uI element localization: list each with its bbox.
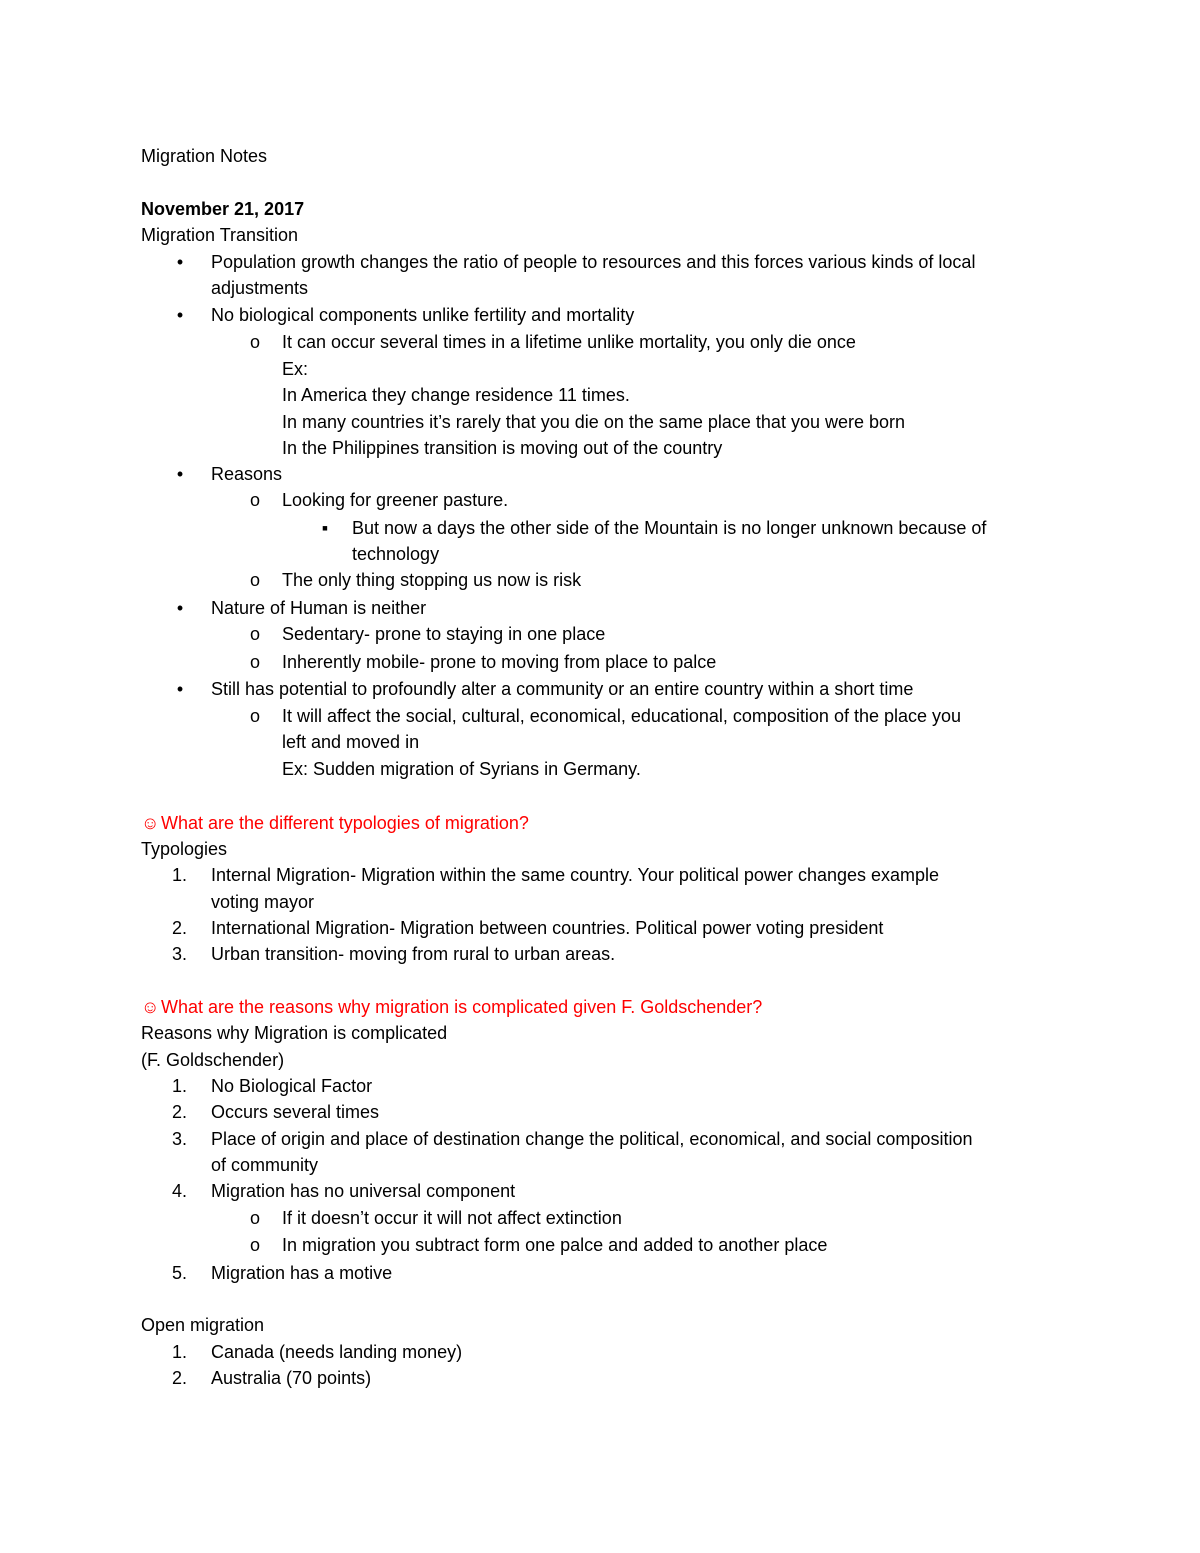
item-text: Migration has a motive	[211, 1263, 393, 1283]
example-line: In America they change residence 11 times.	[282, 385, 630, 405]
bullet-text-continued: adjustments	[211, 278, 309, 298]
section-heading-reasons: Reasons why Migration is complicated	[141, 1023, 448, 1043]
section-heading-open-migration: Open migration	[141, 1315, 265, 1335]
smiley-icon: ☺	[141, 813, 160, 833]
item-number: 1.	[172, 865, 188, 885]
sub-bullet-text: In migration you subtract form one palce and added to another place	[282, 1235, 828, 1255]
item-text: Place of origin and place of destination change the political, economical, and social composition	[211, 1129, 973, 1149]
tertiary-bullet-text-continued: technology	[352, 544, 440, 564]
section-heading-typologies: Typologies	[141, 839, 228, 859]
sub-bullet-icon: o	[249, 1208, 260, 1228]
sub-bullet-text: If it doesn’t occur it will not affect extinction	[282, 1208, 622, 1228]
item-number: 3.	[172, 1129, 188, 1149]
example-line: Ex: Sudden migration of Syrians in Germany.	[282, 759, 641, 779]
bullet-icon: •	[176, 252, 184, 272]
sub-bullet-text: Inherently mobile- prone to moving from place to palce	[282, 652, 717, 672]
example-line: In many countries it’s rarely that you die on the same place that you were born	[282, 412, 906, 432]
sub-bullet-text: The only thing stopping us now is risk	[282, 570, 582, 590]
square-bullet-icon: ▪	[321, 518, 329, 538]
review-question	[141, 994, 1140, 1020]
sub-bullet-icon: o	[249, 1235, 260, 1255]
section-author: (F. Goldschender)	[141, 1050, 285, 1070]
sub-bullet-text: Looking for greener pasture.	[282, 490, 509, 510]
sub-bullet-icon: o	[249, 706, 260, 726]
bullet-text: Nature of Human is neither	[211, 598, 427, 618]
item-text-continued: voting mayor	[211, 892, 315, 912]
review-question	[141, 810, 1140, 836]
item-text: Canada (needs landing money)	[211, 1342, 463, 1362]
example-line: In the Philippines transition is moving out of the country	[282, 438, 723, 458]
bullet-text: Reasons	[211, 464, 283, 484]
item-number: 2.	[172, 1368, 188, 1388]
item-number: 4.	[172, 1181, 188, 1201]
bullet-icon: •	[176, 598, 184, 618]
item-text: Internal Migration- Migration within the same country. Your political power changes example	[211, 865, 940, 885]
item-text: No Biological Factor	[211, 1076, 373, 1096]
review-question-text: What are the reasons why migration is complicated given F. Goldschender?	[161, 997, 763, 1017]
item-number: 1.	[172, 1076, 188, 1096]
sub-bullet-text: It will affect the social, cultural, economical, educational, composition of the place you	[282, 706, 962, 726]
tertiary-bullet-text: But now a days the other side of the Mountain is no longer unknown because of	[352, 518, 987, 538]
item-text: Australia (70 points)	[211, 1368, 372, 1388]
smiley-icon: ☺	[141, 997, 160, 1017]
bullet-text: No biological components unlike fertility and mortality	[211, 305, 635, 325]
item-text-continued: of community	[211, 1155, 319, 1175]
sub-bullet-text-continued: left and moved in	[282, 732, 420, 752]
document-date: November 21, 2017	[141, 199, 305, 219]
item-text: Migration has no universal component	[211, 1181, 516, 1201]
item-text: Urban transition- moving from rural to urban areas.	[211, 944, 616, 964]
bullet-text: Still has potential to profoundly alter a community or an entire country within a short time	[211, 679, 914, 699]
example-label: Ex:	[282, 359, 309, 379]
sub-bullet-icon: o	[249, 490, 260, 510]
bullet-text: Population growth changes the ratio of people to resources and this forces various kinds of local	[211, 252, 976, 272]
item-text: Occurs several times	[211, 1102, 380, 1122]
item-number: 5.	[172, 1263, 188, 1283]
item-number: 1.	[172, 1342, 188, 1362]
sub-bullet-icon: o	[249, 624, 260, 644]
section-heading-migration-transition: Migration Transition	[141, 225, 299, 245]
bullet-icon: •	[176, 679, 184, 699]
item-text: International Migration- Migration between countries. Political power voting president	[211, 918, 884, 938]
sub-bullet-icon: o	[249, 332, 260, 352]
sub-bullet-text: Sedentary- prone to staying in one place	[282, 624, 606, 644]
sub-bullet-text: It can occur several times in a lifetime unlike mortality, you only die once	[282, 332, 856, 352]
document-title: Migration Notes	[141, 146, 268, 166]
sub-bullet-icon: o	[249, 570, 260, 590]
item-number: 2.	[172, 918, 188, 938]
bullet-icon: •	[176, 464, 184, 484]
bullet-icon: •	[176, 305, 184, 325]
item-number: 2.	[172, 1102, 188, 1122]
review-question-text: What are the different typologies of migration?	[161, 813, 529, 833]
item-number: 3.	[172, 944, 188, 964]
sub-bullet-icon: o	[249, 652, 260, 672]
